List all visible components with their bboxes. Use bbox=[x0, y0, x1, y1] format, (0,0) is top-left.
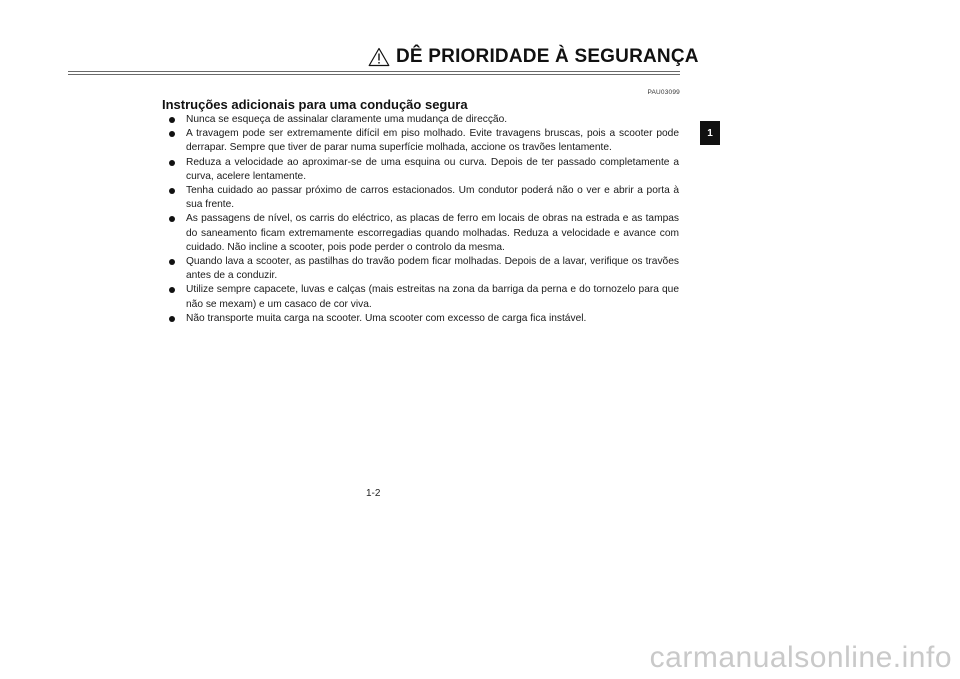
list-item bbox=[168, 255, 679, 283]
list-item-text: Quando lava a scooter, as pastilhas do travão podem ficar molhadas. Depois de a lavar, verifique os travões antes de a conduzir. bbox=[186, 256, 679, 282]
document-code: PAU03099 bbox=[647, 89, 680, 96]
list-item-text: A travagem pode ser extremamente difícil em piso molhado. Evite travagens bruscas, pois a scooter pode derrapar. Sempre que tiver de parar numa superfície molhada, accione os travões lentamente. bbox=[186, 128, 679, 154]
list-item bbox=[168, 127, 679, 155]
bullet-icon bbox=[169, 287, 175, 293]
list-item-text: Não transporte muita carga na scooter. Uma scooter com excesso de carga fica instável. bbox=[186, 312, 587, 324]
list-item-text: Utilize sempre capacete, luvas e calças (mais estreitas na zona da barriga da perna e do tornozelo para que não se mexam) e um casaco de cor viva. bbox=[186, 284, 679, 310]
page-number: 1-2 bbox=[366, 488, 381, 499]
bullet-icon bbox=[169, 131, 175, 137]
header-rule-bottom bbox=[68, 74, 680, 75]
bullet-icon bbox=[169, 188, 175, 194]
section-title: Instruções adicionais para uma condução segura bbox=[162, 97, 468, 112]
list-item bbox=[168, 312, 679, 326]
watermark: carmanualsonline.info bbox=[649, 641, 952, 674]
list-item bbox=[168, 156, 679, 184]
bullet-icon bbox=[169, 117, 175, 123]
bullet-icon bbox=[169, 216, 175, 222]
bullet-icon bbox=[169, 316, 175, 322]
list-item-text: Nunca se esqueça de assinalar claramente uma mudança de direcção. bbox=[186, 114, 508, 125]
list-item bbox=[168, 212, 679, 255]
list-item bbox=[168, 283, 679, 311]
header-rule-top bbox=[68, 71, 680, 72]
page-header bbox=[368, 46, 699, 68]
safety-instructions-list bbox=[168, 113, 679, 326]
chapter-tab: 1 bbox=[700, 121, 720, 145]
bullet-icon bbox=[169, 259, 175, 265]
header-title: DÊ PRIORIDADE À SEGURANÇA bbox=[396, 46, 699, 67]
list-item-text: Reduza a velocidade ao aproximar-se de uma esquina ou curva. Depois de ter passado completamente a curva, acelere lentamente. bbox=[186, 156, 679, 182]
list-item bbox=[168, 184, 679, 212]
warning-triangle-icon bbox=[368, 47, 390, 67]
list-item bbox=[168, 113, 679, 127]
list-item-text: Tenha cuidado ao passar próximo de carros estacionados. Um condutor poderá não o ver e abrir a porta à sua frente. bbox=[186, 185, 679, 211]
list-item-text: As passagens de nível, os carris do eléctrico, as placas de ferro em locais de obras na estrada e as tampas do saneamento ficam extremamente escorregadias quando molhadas. Reduza a velocidade e avance com cuidado. Não incline a scooter, pois pode perder o controlo da mesma. bbox=[186, 213, 679, 253]
bullet-icon bbox=[169, 160, 175, 166]
